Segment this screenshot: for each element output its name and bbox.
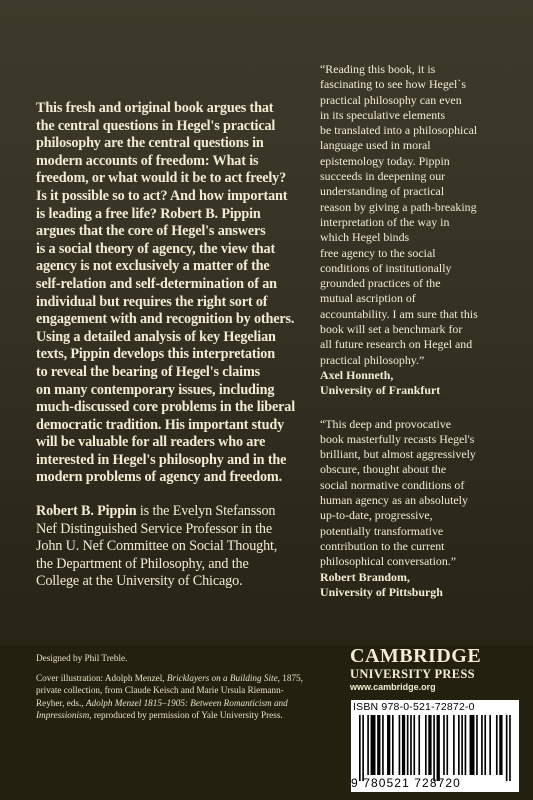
quote-line: practical philosophy can even	[320, 92, 462, 107]
quote-line: social normative conditions of	[320, 477, 465, 492]
quote-line: grounded practices of the	[320, 276, 441, 291]
quote-line: human agency as an absolutely	[320, 493, 468, 508]
barcode-bar	[481, 715, 483, 775]
description-line: will be valuable for all readers who are	[36, 434, 266, 451]
endorser-affiliation-honneth: University of Frankfurt	[320, 383, 441, 398]
description-line: texts, Pippin develops this interpretation	[36, 346, 275, 363]
description-line: This fresh and original book argues that	[36, 100, 274, 116]
author-bio-line: College at the University of Chicago.	[36, 573, 243, 590]
barcode-bar	[377, 715, 380, 775]
description-line: to reveal the bearing of Hegel's claims	[36, 363, 260, 380]
barcode-bar	[425, 715, 427, 775]
barcode-bar	[410, 715, 412, 775]
publisher-subtitle: UNIVERSITY PRESS	[350, 667, 475, 681]
cover-illustration-credit	[36, 672, 306, 721]
barcode-bar	[362, 715, 364, 781]
quote-line: conditions of institutionally	[320, 260, 452, 275]
barcode-bar	[407, 715, 409, 775]
barcode-bar	[461, 715, 463, 775]
quote-line: up-to-date, progressive,	[320, 508, 433, 523]
author-bio-line: is the Evelyn Stefansson	[136, 503, 276, 520]
publisher-logo	[350, 645, 530, 693]
quote-line: obscure, thought about the	[320, 462, 447, 477]
credit-suffix: , reproduced by permission of Yale University Press.	[89, 709, 283, 720]
description-line: philosophy are the central questions in	[36, 135, 264, 152]
barcode-bar	[509, 715, 511, 781]
barcode-bar	[470, 715, 475, 775]
publisher-url: www.cambridge.org	[350, 682, 436, 692]
quote-line: practical philosophy.”	[320, 352, 425, 367]
credit-work-title: Bricklayers on a Building Site	[166, 673, 278, 684]
barcode-bar	[489, 715, 491, 775]
barcode-bar	[476, 715, 478, 775]
designer-credit: Designed by Phil Treble.	[36, 653, 128, 663]
barcode-bar	[453, 715, 455, 775]
description-line: the central questions in Hegel's practical	[36, 117, 276, 134]
credit-middle: , 1875, private collection, from Claude Keisch and Marie Ursula Riemann-Reyher, eds.,	[36, 673, 303, 708]
description-line: individual but requires the right sort of	[36, 293, 268, 310]
publisher-name: CAMBRIDGE	[350, 645, 482, 667]
quote-line: brilliant, but almost aggressively	[320, 447, 476, 462]
barcode-bar	[413, 715, 415, 775]
cover-footer	[0, 645, 533, 800]
description-line: is a social theory of agency, the view that	[36, 240, 276, 257]
quote-line: mutual ascription of	[320, 291, 416, 306]
description-line: engagement with and recognition by others.	[36, 311, 295, 328]
barcode-bar	[496, 715, 498, 775]
endorser-name-honneth: Axel Honneth,	[320, 367, 394, 382]
author-bio	[36, 503, 304, 591]
quote-line: language used in moral	[320, 138, 431, 153]
barcode-bar	[387, 715, 390, 775]
barcode-bar	[392, 715, 394, 775]
quote-line: in its speculative elements	[320, 107, 446, 122]
quote-line: book will set a benchmark for	[320, 322, 463, 337]
endorsement-quote-honneth	[320, 62, 512, 368]
endorsements-column	[320, 62, 512, 600]
quote-line: book masterfully recasts Hegel's	[320, 431, 475, 446]
main-column	[36, 100, 304, 591]
author-bio-line: John U. Nef Committee on Social Thought,	[36, 538, 278, 555]
barcode-bar	[437, 715, 440, 781]
barcode-number: 9 780521 728720	[351, 776, 461, 790]
barcode-bar	[499, 715, 502, 775]
barcode	[351, 700, 519, 792]
quote-line: succeeds in deepening our	[320, 169, 446, 184]
quote-line: “Reading this book, it is	[320, 62, 436, 76]
endorser-name-brandom: Robert Brandom,	[320, 569, 410, 584]
quote-line: all future research on Hegel and	[320, 337, 473, 352]
barcode-bar	[402, 715, 405, 775]
description-line: self-relation and self-determination of an	[36, 275, 277, 292]
description-line: modern problems of agency and freedom.	[36, 469, 282, 486]
credits	[36, 652, 306, 721]
quote-line: accountability. I am sure that this	[320, 306, 478, 321]
description-line: agency is not exclusively a matter of the	[36, 258, 270, 275]
barcode-bar	[399, 715, 401, 775]
barcode-bar	[428, 715, 431, 775]
barcode-bar	[484, 715, 486, 775]
barcode-bar	[367, 715, 369, 775]
book-description	[36, 100, 304, 487]
endorser-affiliation-brandom: University of Pittsburgh	[320, 584, 443, 599]
barcode-bar	[433, 715, 435, 781]
barcode-bar	[382, 715, 384, 775]
barcode-bar	[506, 715, 508, 781]
description-line: is leading a free life? Robert B. Pippin	[36, 205, 261, 222]
description-line: much-discussed core problems in the liberal	[36, 399, 296, 416]
quote-line: understanding of practical	[320, 184, 445, 199]
author-bio-line: the Department of Philosophy, and the	[36, 555, 249, 572]
author-bio-line: Nef Distinguished Service Professor in the	[36, 520, 273, 537]
description-line: freedom, or what would it be to act freely?	[36, 170, 287, 187]
quote-line: free agency to the social	[320, 245, 436, 260]
author-name: Robert B. Pippin	[36, 503, 137, 520]
endorsement-quote-brandom	[320, 417, 512, 570]
quote-line: contribution to the current	[320, 538, 445, 553]
quote-line: interpretation of the way in	[320, 214, 450, 229]
barcode-bar	[418, 715, 420, 775]
description-line: interested in Hegel's philosophy and in the	[36, 451, 287, 468]
barcode-bar	[371, 715, 376, 775]
quote-line: be translated into a philosophical	[320, 123, 478, 138]
description-line: Using a detailed analysis of key Hegelian	[36, 328, 276, 345]
isbn-label: ISBN 978-0-521-72872-0	[353, 701, 475, 713]
quote-line: philosophical conversation.”	[320, 554, 457, 569]
barcode-bar	[465, 715, 467, 775]
barcode-bar	[446, 715, 448, 775]
quote-line: potentially transformative	[320, 523, 444, 538]
quote-line: reason by giving a path-breaking	[320, 199, 477, 214]
barcode-bar	[443, 715, 445, 775]
quote-line: “This deep and provocative	[320, 416, 452, 431]
description-line: Is it possible so to act? And how important	[36, 187, 288, 204]
quote-line: which Hegel binds	[320, 230, 410, 245]
description-line: argues that the core of Hegel's answers	[36, 223, 266, 240]
credit-book-title: Adolph Menzel 1815–1905: Between Romanticism and Impressionism	[36, 697, 288, 720]
description-line: on many contemporary issues, including	[36, 381, 275, 398]
description-line: modern accounts of freedom: What is	[36, 152, 259, 169]
description-line: democratic tradition. His important study	[36, 416, 285, 433]
barcode-bar	[458, 715, 460, 775]
quote-line: fascinating to see how Hegel`s	[320, 77, 466, 92]
quote-line: epistemology today. Pippin	[320, 153, 450, 168]
barcode-bar	[359, 715, 361, 781]
credit-prefix: Cover illustration: Adolph Menzel,	[36, 673, 167, 684]
